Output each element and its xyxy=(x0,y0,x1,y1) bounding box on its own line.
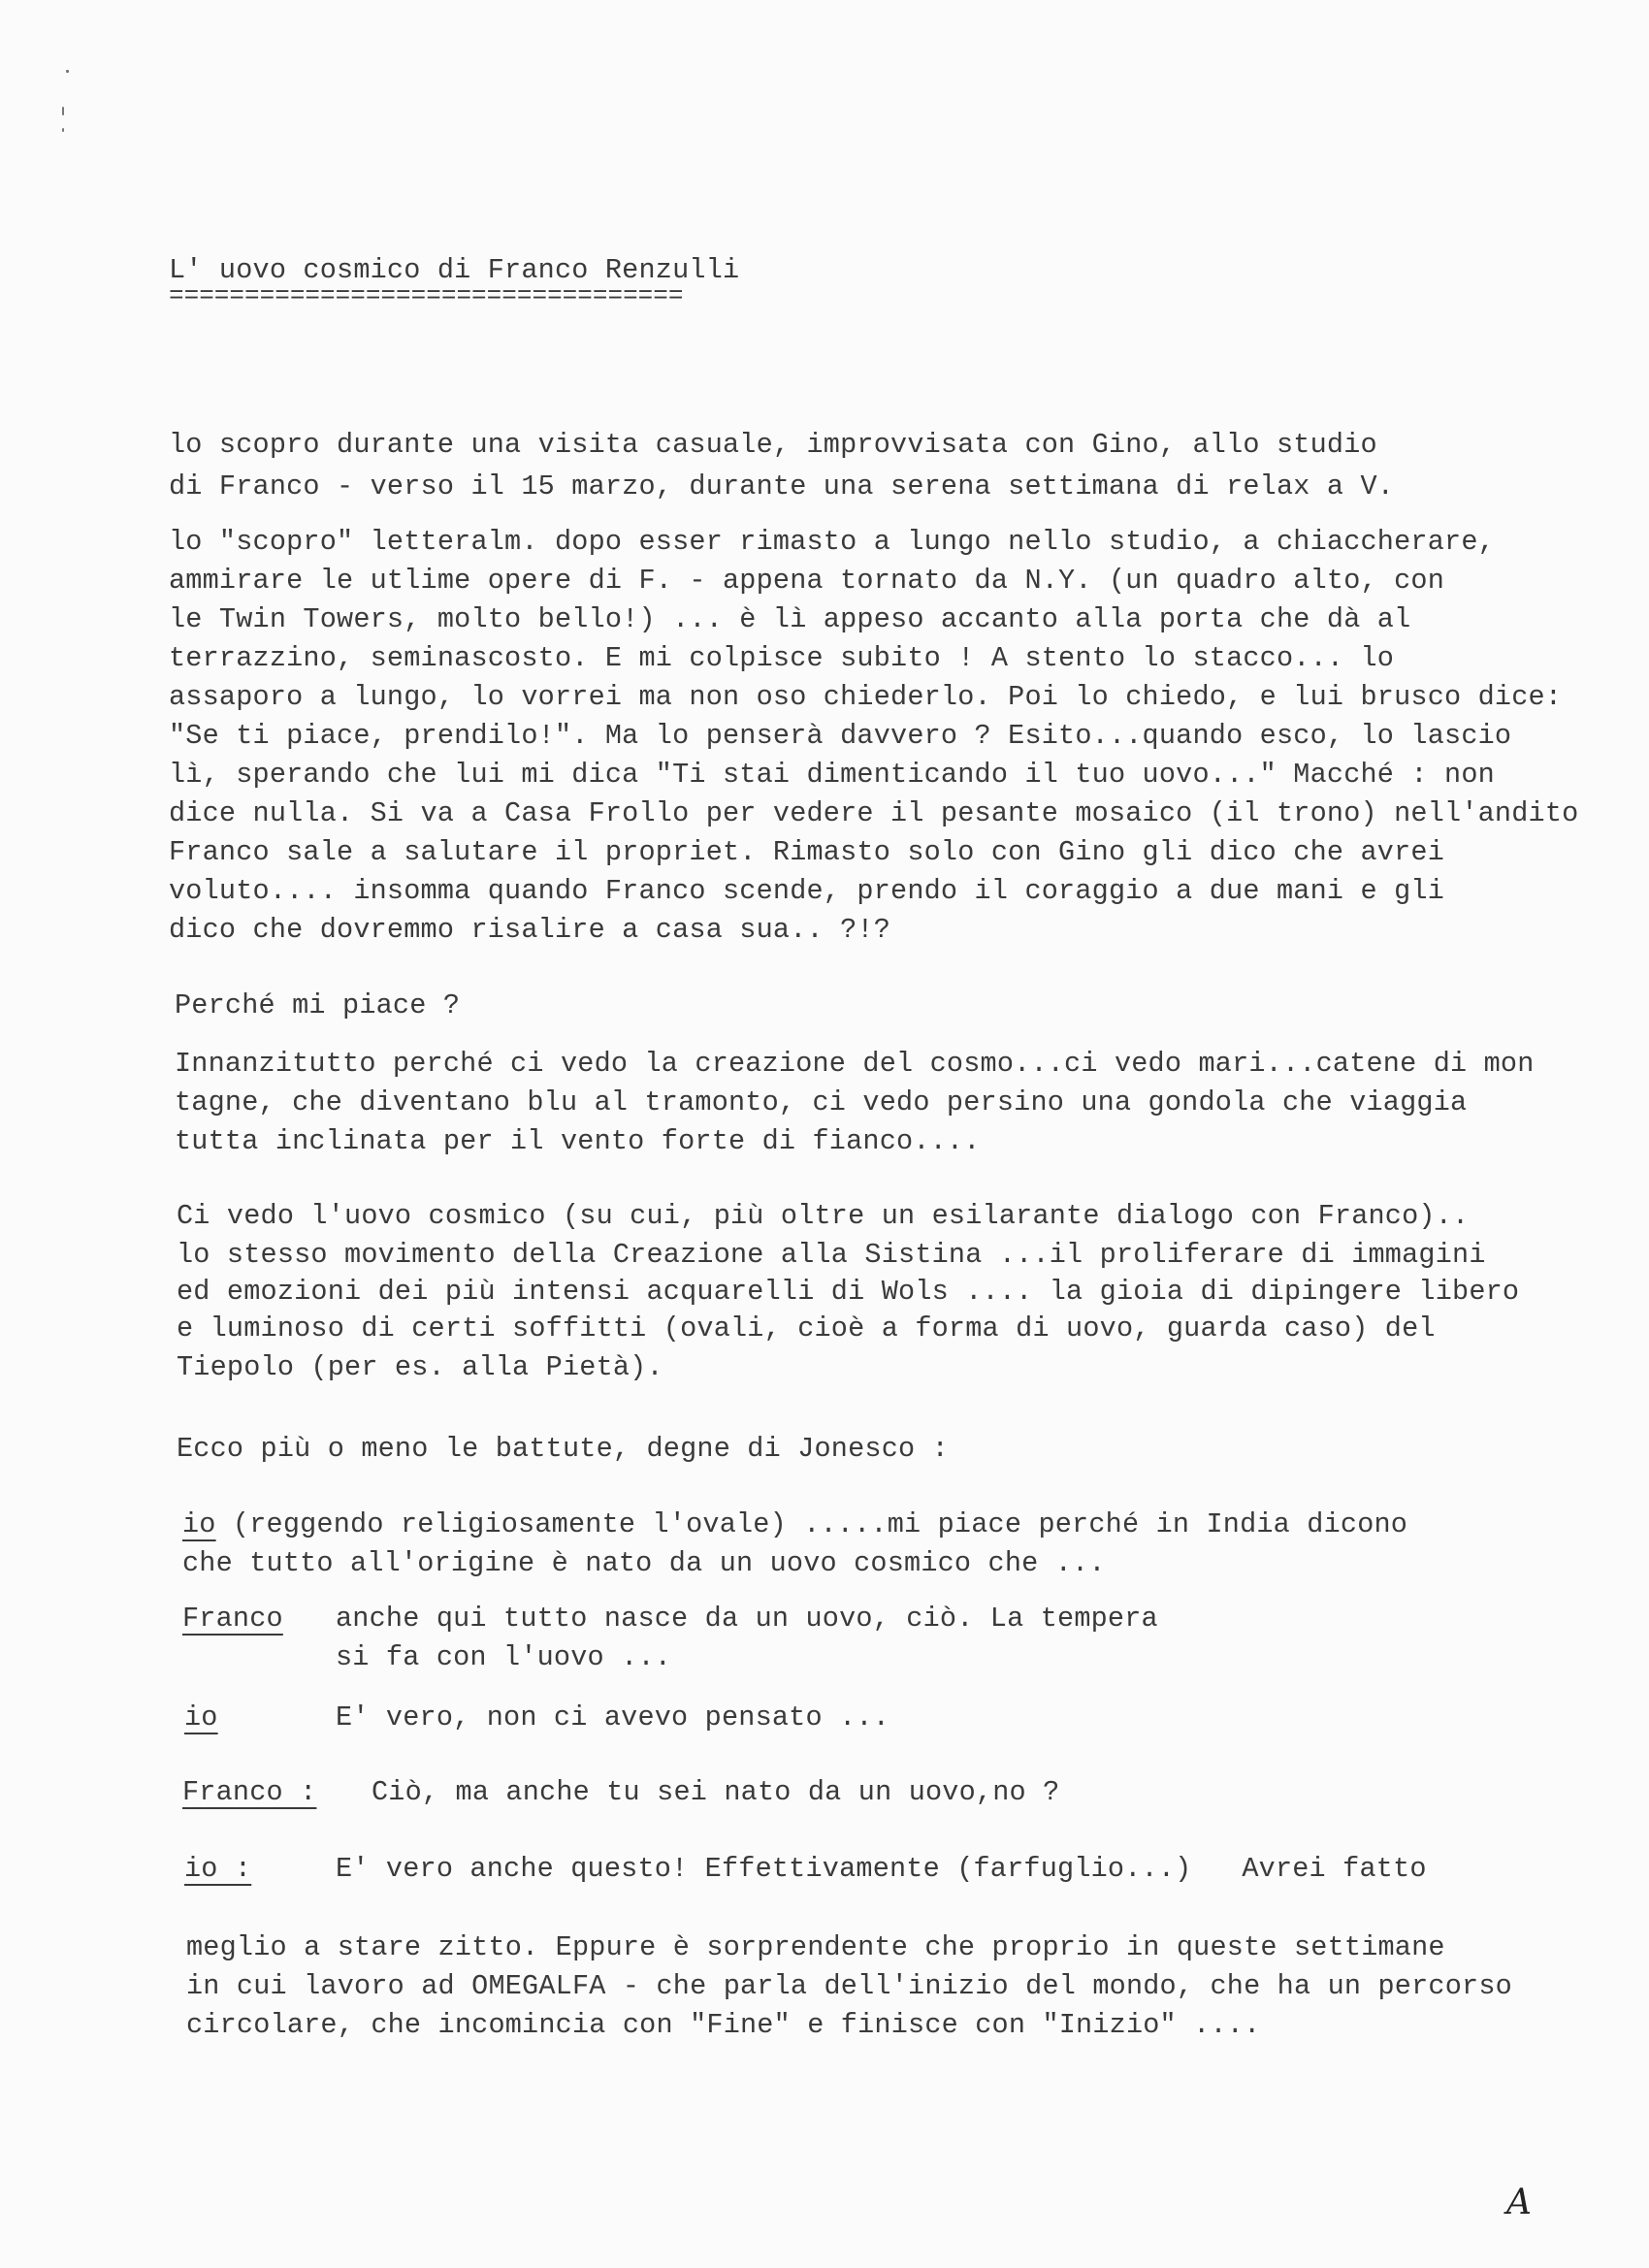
dialogue-line: si fa con l'uovo ... xyxy=(336,1641,672,1673)
dialogue-line: io (reggendo religiosamente l'ovale) .....mi piace perché in India dicono xyxy=(182,1508,1408,1540)
document-title: L' uovo cosmico di Franco Renzulli xyxy=(169,254,740,286)
text-line: assaporo a lungo, lo vorrei ma non oso chiederlo. Poi lo chiedo, e lui brusco dice: xyxy=(169,681,1563,713)
text-line: Perché mi piace ? xyxy=(175,989,461,1021)
text-line: lì, sperando che lui mi dica "Ti stai dimenticando il tuo uovo..." Macché : non xyxy=(169,759,1495,791)
text-line: meglio a stare zitto. Eppure è sorprendente che proprio in queste settimane xyxy=(186,1931,1445,1963)
text-line: "Se ti piace, prendilo!". Ma lo penserà davvero ? Esito...quando esco, lo lascio xyxy=(169,720,1512,752)
text-line: le Twin Towers, molto bello!) ... è lì appeso accanto alla porta che dà al xyxy=(169,603,1411,635)
text-line: dico che dovremmo risalire a casa sua.. ?!? xyxy=(169,914,891,946)
dialogue-line: che tutto all'origine è nato da un uovo cosmico che ... xyxy=(182,1547,1106,1579)
title-underline: ================================== xyxy=(169,281,684,310)
text-line: lo scopro durante una visita casuale, improvvisata con Gino, allo studio xyxy=(169,429,1377,461)
speaker-io: io xyxy=(182,1508,216,1540)
text-line: tutta inclinata per il vento forte di fianco.... xyxy=(175,1125,981,1157)
paper-speck xyxy=(62,107,64,115)
paper-speck xyxy=(62,128,64,132)
handwritten-page-mark: A xyxy=(1506,2183,1532,2222)
text-line: circolare, che incomincia con "Fine" e finisce con "Inizio" .... xyxy=(186,2009,1261,2041)
speaker-io: io : xyxy=(184,1853,252,1885)
text-line: in cui lavoro ad OMEGALFA - che parla dell'inizio del mondo, che ha un percorso xyxy=(186,1970,1512,2002)
text-line: Ci vedo l'uovo cosmico (su cui, più oltre un esilarante dialogo con Franco).. xyxy=(177,1200,1470,1232)
text-line: e luminoso di certi soffitti (ovali, cioè a forma di uovo, guarda caso) del xyxy=(177,1312,1436,1345)
speaker-franco: Franco xyxy=(182,1603,283,1635)
text-line: voluto.... insomma quando Franco scende, prendo il coraggio a due mani e gli xyxy=(169,875,1445,907)
speaker-franco: Franco : xyxy=(182,1776,317,1808)
text-line: ed emozioni dei più intensi acquarelli di Wols .... la gioia di dipingere libero xyxy=(177,1276,1520,1308)
text-line: ammirare le utlime opere di F. - appena tornato da N.Y. (un quadro alto, con xyxy=(169,565,1445,597)
text-line: Franco sale a salutare il propriet. Rimasto solo con Gino gli dico che avrei xyxy=(169,836,1445,868)
text-line: Tiepolo (per es. alla Pietà). xyxy=(177,1351,663,1383)
text-line: lo stesso movimento della Creazione alla Sistina ...il proliferare di immagini xyxy=(177,1239,1486,1271)
text-line: dice nulla. Si va a Casa Frollo per vedere il pesante mosaico (il trono) nell'andito xyxy=(169,797,1579,829)
text-line: Ecco più o meno le battute, degne di Jonesco : xyxy=(177,1433,949,1465)
text-line: di Franco - verso il 15 marzo, durante una serena settimana di relax a V. xyxy=(169,470,1395,502)
text-line: terrazzino, seminascosto. E mi colpisce subito ! A stento lo stacco... lo xyxy=(169,642,1395,674)
paper-speck xyxy=(66,70,69,73)
text-line: lo "scopro" letteralm. dopo esser rimasto a lungo nello studio, a chiaccherare, xyxy=(169,526,1495,558)
speaker-io: io xyxy=(184,1701,218,1733)
text-line: Innanzitutto perché ci vedo la creazione del cosmo...ci vedo mari...catene di mon xyxy=(175,1048,1535,1080)
dialogue-line: Ciò, ma anche tu sei nato da un uovo,no ? xyxy=(372,1776,1060,1808)
dialogue-line: anche qui tutto nasce da un uovo, ciò. La tempera xyxy=(336,1603,1158,1635)
text-line: tagne, che diventano blu al tramonto, ci vedo persino una gondola che viaggia xyxy=(175,1086,1468,1118)
dialogue-line: E' vero, non ci avevo pensato ... xyxy=(336,1701,889,1733)
dialogue-line: E' vero anche questo! Effettivamente (farfuglio...) Avrei fatto xyxy=(336,1853,1427,1885)
